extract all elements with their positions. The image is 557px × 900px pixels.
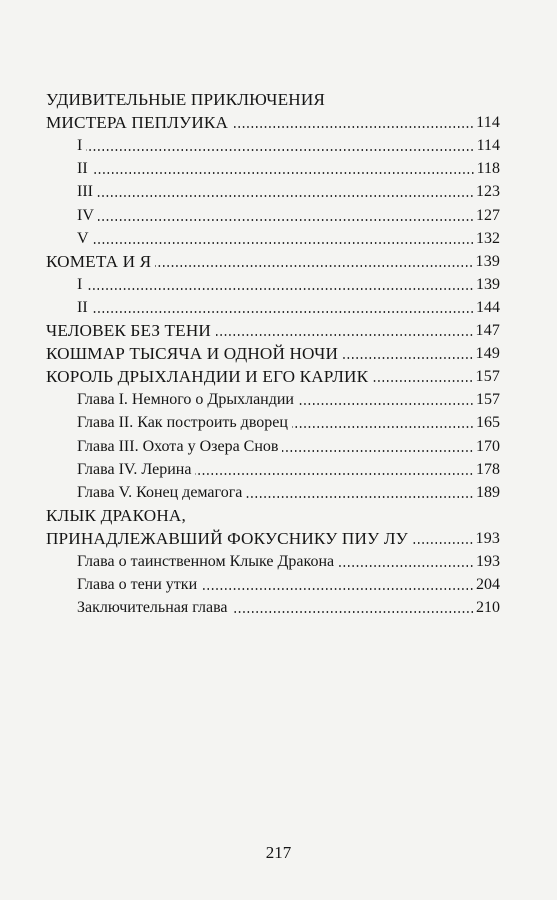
toc-entry-page: 189	[476, 483, 500, 501]
toc-subentry	[46, 134, 500, 157]
toc-entry-page: 193	[475, 529, 500, 547]
dot-leader	[292, 426, 474, 428]
toc-entry-title: II	[77, 298, 88, 316]
toc-entry-title: Глава о тени утки	[77, 576, 198, 594]
toc-entry	[46, 250, 500, 273]
toc-entry-title: V	[77, 229, 89, 247]
dot-leader	[338, 565, 474, 567]
toc-entry-page: 210	[476, 599, 500, 617]
dot-leader	[246, 496, 474, 498]
toc-subentry	[46, 411, 500, 434]
dot-leader	[86, 288, 474, 290]
toc-subentry	[46, 180, 500, 203]
toc-entry	[46, 365, 500, 388]
toc-entry-page: 157	[475, 368, 500, 386]
dot-leader	[155, 265, 473, 267]
dot-leader	[92, 172, 475, 174]
toc-entry-title: I	[77, 137, 83, 155]
toc-entry-page: 193	[476, 552, 500, 570]
toc-entry-page: 149	[475, 345, 500, 363]
toc-entry	[46, 342, 500, 365]
toc-entry-page: 139	[476, 275, 500, 293]
dot-leader	[372, 380, 473, 382]
toc-entry-title: III	[77, 183, 93, 201]
toc-subentry	[46, 573, 500, 596]
toc-subentry	[46, 596, 500, 619]
toc-entry-title: ПРИНАДЛЕЖАВШИЙ ФОКУСНИКУ ПИУ ЛУ	[46, 528, 408, 548]
toc-entry-title: КОРОЛЬ ДРЫХЛАНДИИ И ЕГО КАРЛИК	[46, 367, 369, 387]
dot-leader	[342, 357, 474, 359]
toc-subentry	[46, 227, 500, 250]
dot-leader	[195, 473, 474, 475]
dot-leader	[86, 149, 474, 151]
toc-entry-title: Глава IV. Лерина	[77, 460, 192, 478]
toc-entry	[46, 504, 500, 527]
toc-entry-title: КОШМАР ТЫСЯЧА И ОДНОЙ НОЧИ	[46, 344, 339, 364]
toc-entry	[46, 319, 500, 342]
toc-entry-page: 144	[476, 298, 500, 316]
dot-leader	[201, 588, 474, 590]
toc-entry-page: 157	[476, 391, 500, 409]
toc-subentry	[46, 157, 500, 180]
page-number: 217	[265, 843, 292, 862]
toc-subentry	[46, 296, 500, 319]
toc-entry-page: 170	[476, 437, 500, 455]
dot-leader	[232, 126, 474, 128]
dot-leader	[412, 542, 474, 544]
toc-subentry	[46, 273, 500, 296]
toc-entry-title: II	[77, 160, 88, 178]
toc-entry-title: КОМЕТА И Я	[46, 251, 152, 271]
toc-subentry	[46, 550, 500, 573]
toc-subentry	[46, 203, 500, 226]
dot-leader	[282, 450, 474, 452]
toc-entry-page: 165	[476, 414, 500, 432]
toc-entry-page: 123	[476, 183, 500, 201]
toc-entry-page: 178	[476, 460, 500, 478]
toc-entry-title: УДИВИТЕЛЬНЫЕ ПРИКЛЮЧЕНИЯ	[46, 90, 326, 110]
toc-entry-title: КЛЫК ДРАКОНА,	[46, 505, 186, 525]
toc-entry-page: 132	[476, 229, 500, 247]
dot-leader	[93, 242, 474, 244]
toc-subentry	[46, 458, 500, 481]
toc-entry-page: 127	[476, 206, 500, 224]
toc-entry-page: 139	[475, 252, 500, 270]
toc-entry	[46, 111, 500, 134]
dot-leader	[98, 219, 474, 221]
toc-entry-page: 114	[476, 114, 500, 132]
toc-entry-title: Глава II. Как построить дворец	[77, 414, 288, 432]
toc-entry-page: 114	[476, 137, 500, 155]
toc-entry-title: IV	[77, 206, 94, 224]
toc-entry-title: I	[77, 275, 83, 293]
toc-entry-page: 147	[475, 322, 500, 340]
toc-entry-title: МИСТЕРА ПЕПЛУИКА	[46, 113, 229, 133]
toc-subentry	[46, 481, 500, 504]
toc-entry-title: Глава V. Конец демагога	[77, 483, 243, 501]
toc-entry	[46, 527, 500, 550]
toc-entry-title: ЧЕЛОВЕК БЕЗ ТЕНИ	[46, 321, 211, 341]
toc-entry-title: Глава I. Немного о Дрыхландии	[77, 391, 294, 409]
toc-entry-title: Глава о таинственном Клыке Дракона	[77, 552, 335, 570]
toc-entry-title: Заключительная глава	[77, 599, 228, 617]
toc-entry-title: Глава III. Охота у Озера Снов	[77, 437, 279, 455]
table-of-contents	[46, 88, 500, 619]
dot-leader	[92, 311, 474, 313]
dot-leader	[97, 195, 474, 197]
toc-subentry	[46, 434, 500, 457]
toc-entry	[46, 88, 500, 111]
dot-leader	[215, 334, 474, 336]
toc-entry-page: 204	[476, 576, 500, 594]
dot-leader	[232, 611, 474, 613]
toc-entry-page: 118	[476, 160, 500, 178]
dot-leader	[298, 403, 474, 405]
toc-subentry	[46, 388, 500, 411]
